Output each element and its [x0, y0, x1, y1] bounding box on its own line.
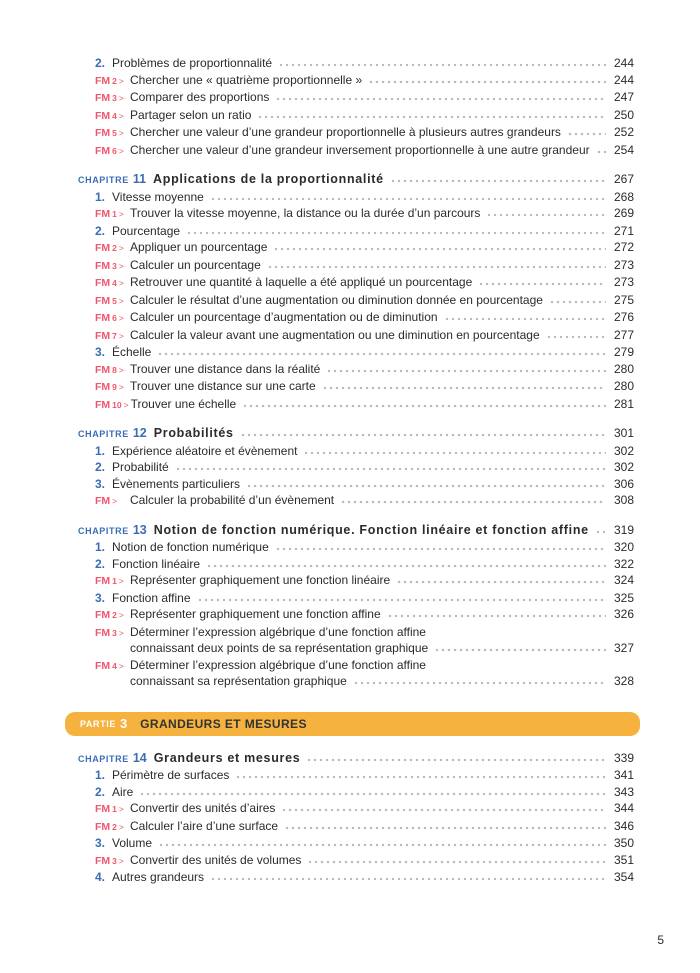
- fm-prefix: [95, 257, 128, 275]
- fm-prefix: [95, 800, 128, 818]
- entry-page-ref: 244: [613, 56, 634, 70]
- entry-page-ref: 277: [613, 327, 634, 342]
- toc-block: [78, 750, 634, 886]
- section-number: 3.: [95, 345, 106, 359]
- entry-label: Autres grandeurs: [112, 870, 205, 884]
- fm-arrow-icon: >: [118, 75, 124, 86]
- chapter-word: CHAPITRE: [78, 525, 129, 536]
- fm-arrow-icon: >: [118, 278, 124, 288]
- entry-label: Partager selon un ratio: [130, 107, 252, 122]
- dot-leader: [240, 433, 606, 437]
- fm-number: 8: [112, 364, 117, 375]
- fm-entry: [78, 89, 634, 107]
- fm-prefix: [95, 396, 129, 414]
- chapter-page-ref: 301: [613, 426, 634, 440]
- fm-number: 2: [112, 821, 117, 832]
- fm-tag: FM: [95, 312, 111, 324]
- fm-entry: [78, 72, 634, 90]
- section-number: 2.: [95, 784, 106, 799]
- fm-prefix: [95, 72, 128, 90]
- section-entry: [78, 556, 634, 573]
- fm-number: 2: [112, 75, 117, 86]
- entry-page-ref: 269: [613, 206, 634, 220]
- dot-leader: [267, 265, 606, 269]
- entry-label: Expérience aléatoire et évènement: [112, 443, 298, 458]
- fm-number: 1: [112, 209, 117, 219]
- fm-number: 3: [112, 855, 117, 866]
- fm-number: 9: [112, 382, 117, 392]
- chapter-word: CHAPITRE: [78, 175, 129, 185]
- chapter-heading: [78, 522, 634, 540]
- chapter-title: Notion de fonction numérique. Fonction linéaire et fonction affine: [153, 522, 589, 537]
- entry-label: Calculer un pourcentage d’augmentation ou de diminution: [130, 310, 438, 324]
- dot-leader: [186, 231, 606, 235]
- fm-arrow-icon: >: [118, 364, 124, 375]
- fm-tag: FM: [95, 398, 111, 411]
- entry-page-ref: 326: [613, 607, 634, 621]
- fm-tag: FM: [95, 277, 111, 289]
- dot-leader: [322, 386, 606, 390]
- dot-leader: [257, 115, 606, 119]
- entry-page-ref: 273: [613, 257, 634, 272]
- entry-page-ref: 281: [613, 396, 634, 411]
- fm-tag: FM: [95, 381, 111, 393]
- entry-label: Retrouver une quantité à laquelle a été appliqué un pourcentage: [130, 275, 473, 289]
- fm-arrow-icon: >: [118, 110, 124, 121]
- entry-label: Convertir des unités de volumes: [130, 852, 302, 867]
- chapter-page-ref: 319: [613, 522, 634, 537]
- fm-number: 5: [112, 128, 117, 138]
- fm-arrow-icon: >: [123, 399, 129, 410]
- entry-label: Chercher une valeur d’une grandeur inversement proportionnelle à une autre grandeur: [130, 142, 590, 157]
- entry-page-ref: 346: [613, 818, 634, 833]
- fm-arrow-icon: >: [118, 627, 124, 638]
- chapter-heading: [78, 425, 634, 443]
- entry-page-ref: 344: [613, 801, 634, 815]
- entry-page-ref: 322: [613, 556, 634, 571]
- section-number: 3.: [95, 590, 106, 605]
- section-entry: [78, 784, 634, 801]
- fm-number: 3: [112, 627, 117, 638]
- fm-prefix: [95, 142, 128, 160]
- entry-line-2: [130, 640, 634, 657]
- fm-arrow-icon: >: [118, 610, 124, 620]
- entry-label: Convertir des unités d’aires: [130, 801, 276, 815]
- fm-entry: [78, 396, 634, 414]
- fm-tag: FM: [95, 803, 111, 815]
- section-entry: [78, 476, 634, 493]
- fm-arrow-icon: >: [118, 382, 124, 392]
- section-number: 1.: [95, 443, 106, 458]
- section-entry: [78, 767, 634, 784]
- entry-page-ref: 350: [613, 836, 634, 850]
- entry-page-ref: 325: [613, 590, 634, 605]
- fm-prefix: [95, 624, 128, 642]
- section-number: 4.: [95, 870, 106, 884]
- entry-page-ref: 271: [613, 223, 634, 238]
- dot-leader: [273, 247, 606, 251]
- fm-number: 3: [112, 260, 117, 271]
- entry-label: Vitesse moyenne: [112, 189, 204, 204]
- fm-tag: FM: [95, 495, 111, 507]
- fm-prefix: [95, 572, 128, 590]
- fm-tag: FM: [95, 109, 111, 122]
- section-entry: [78, 590, 634, 607]
- entry-label: Calculer un pourcentage: [130, 257, 261, 272]
- fm-prefix: [95, 606, 128, 624]
- fm-tag: FM: [95, 329, 111, 342]
- fm-tag: FM: [95, 575, 111, 587]
- fm-arrow-icon: >: [118, 821, 124, 832]
- chapter-heading: [78, 750, 634, 768]
- dot-leader: [434, 648, 606, 652]
- entry-page-ref: 254: [613, 142, 634, 157]
- fm-prefix: [95, 292, 128, 310]
- fm-arrow-icon: >: [118, 313, 124, 323]
- fm-number: 1: [112, 576, 117, 586]
- section-entry: [78, 443, 634, 460]
- section-entry: [78, 223, 634, 240]
- fm-arrow-icon: >: [112, 496, 118, 506]
- fm-prefix: [95, 378, 128, 396]
- chapter-word: CHAPITRE: [78, 429, 129, 439]
- dot-leader: [444, 317, 606, 321]
- fm-prefix: [95, 818, 128, 836]
- entry-label: Pourcentage: [112, 223, 181, 238]
- fm-entry: [78, 361, 634, 379]
- dot-leader: [549, 300, 606, 304]
- dot-leader: [546, 335, 606, 339]
- dot-leader: [206, 564, 606, 568]
- fm-number: 1: [112, 804, 117, 814]
- entry-line-1: [130, 657, 634, 674]
- entry-label: Fonction affine: [112, 590, 191, 605]
- section-number: 2.: [95, 56, 106, 70]
- fm-prefix: [95, 274, 128, 292]
- fm-prefix: [95, 657, 128, 675]
- fm-prefix: [95, 852, 128, 870]
- section-entry: [78, 869, 634, 886]
- dot-leader: [303, 451, 606, 455]
- dot-leader: [278, 63, 606, 67]
- entry-label: Échelle: [112, 345, 152, 359]
- dot-leader: [326, 369, 606, 373]
- entry-label: Représenter graphiquement une fonction affine: [130, 607, 381, 621]
- section-number: 3.: [95, 476, 106, 491]
- fm-arrow-icon: >: [118, 804, 124, 814]
- dot-leader: [275, 97, 606, 101]
- chapter-title: Applications de la proportionnalité: [153, 172, 384, 186]
- entry-page-ref: 250: [613, 107, 634, 122]
- dot-leader: [197, 598, 607, 602]
- fm-number: 6: [112, 313, 117, 323]
- entry-page-ref: 280: [613, 361, 634, 376]
- section-entry: [78, 344, 634, 361]
- fm-arrow-icon: >: [118, 260, 124, 271]
- fm-entry: [78, 124, 634, 142]
- fm-arrow-icon: >: [118, 855, 124, 866]
- entry-page-ref: 276: [613, 310, 634, 324]
- entry-page-ref: 320: [613, 540, 634, 554]
- entry-page-ref: 328: [613, 674, 634, 688]
- dot-leader: [281, 808, 606, 812]
- page-number: 5: [657, 933, 664, 947]
- dot-leader: [157, 352, 606, 356]
- fm-prefix: [95, 89, 128, 107]
- entry-label: Problèmes de proportionnalité: [112, 56, 273, 70]
- entry-label: Notion de fonction numérique: [112, 540, 269, 554]
- fm-tag: FM: [95, 208, 111, 220]
- fm-entry: [78, 107, 634, 125]
- fm-entry: [78, 239, 634, 257]
- part-banner: [65, 712, 640, 736]
- entry-label: Représenter graphiquement une fonction linéaire: [130, 573, 391, 587]
- toc-block: [78, 171, 634, 413]
- dot-leader: [390, 179, 606, 183]
- fm-number: 6: [112, 145, 117, 156]
- entry-label: Appliquer un pourcentage: [130, 240, 268, 254]
- chapter-number: 11: [132, 172, 147, 186]
- entry-label: Évènements particuliers: [112, 476, 241, 491]
- entry-page-ref: 306: [613, 476, 634, 491]
- toc-page: [78, 55, 634, 886]
- chapter-heading: [78, 171, 634, 189]
- entry-label: Périmètre de surfaces: [112, 768, 230, 782]
- fm-arrow-icon: >: [118, 209, 124, 219]
- dot-leader: [306, 758, 606, 762]
- dot-leader: [595, 530, 606, 534]
- dot-leader: [486, 213, 606, 217]
- entry-page-ref: 247: [613, 90, 634, 104]
- fm-entry: [78, 205, 634, 223]
- fm-number: 7: [112, 330, 117, 341]
- entry-page-ref: 273: [613, 275, 634, 289]
- dot-leader: [368, 80, 606, 84]
- chapter-page-ref: 339: [613, 750, 634, 765]
- toc-block: [78, 425, 634, 510]
- toc-block: [78, 522, 634, 690]
- fm-entry: [78, 657, 634, 690]
- entry-page-ref: 302: [613, 443, 634, 458]
- dot-leader: [340, 500, 606, 504]
- fm-tag: FM: [95, 820, 111, 833]
- chapter-number: 13: [132, 522, 147, 537]
- entry-label: Trouver une distance dans la réalité: [130, 361, 321, 376]
- entry-page-ref: 324: [613, 573, 634, 587]
- fm-arrow-icon: >: [118, 576, 124, 586]
- entry-page-ref: 354: [613, 870, 634, 884]
- fm-entry: [78, 274, 634, 292]
- entry-line-1: [130, 624, 634, 641]
- fm-prefix: [95, 239, 128, 257]
- dot-leader: [478, 282, 606, 286]
- fm-tag: FM: [95, 659, 111, 672]
- fm-arrow-icon: >: [118, 330, 124, 341]
- entry-page-ref: 327: [613, 641, 634, 655]
- dot-leader: [307, 860, 606, 864]
- fm-tag: FM: [95, 92, 111, 104]
- dot-leader: [139, 792, 606, 796]
- entry-label: Volume: [112, 836, 153, 850]
- fm-tag: FM: [95, 363, 111, 376]
- entry-page-ref: 308: [613, 493, 634, 507]
- fm-arrow-icon: >: [118, 243, 124, 253]
- fm-tag: FM: [95, 294, 111, 307]
- dot-leader: [246, 484, 606, 488]
- entry-page-ref: 279: [613, 345, 634, 359]
- chapter-number: 14: [132, 750, 147, 765]
- entry-page-ref: 272: [613, 240, 634, 254]
- fm-entry: [78, 624, 634, 657]
- part-banner-label: PARTIE: [80, 718, 116, 729]
- dot-leader: [158, 843, 606, 847]
- entry-label: Calculer le résultat d’une augmentation ou diminution donnée en pourcentage: [130, 292, 543, 307]
- entry-label: Fonction linéaire: [112, 556, 201, 571]
- dot-leader: [387, 614, 606, 618]
- fm-number: 4: [112, 660, 117, 671]
- chapter-title: Probabilités: [153, 426, 234, 440]
- entry-line-2: [130, 673, 634, 690]
- dot-leader: [275, 547, 606, 551]
- dot-leader: [210, 197, 606, 201]
- dot-leader: [396, 580, 606, 584]
- section-entry: [78, 539, 634, 556]
- section-entry: [78, 55, 634, 72]
- fm-number: 2: [112, 610, 117, 620]
- fm-tag: FM: [95, 626, 111, 639]
- fm-arrow-icon: >: [118, 145, 124, 156]
- section-number: 1.: [95, 768, 106, 782]
- entry-label: Chercher une valeur d’une grandeur proportionnelle à plusieurs autres grandeurs: [130, 125, 561, 139]
- part-banner-title: GRANDEURS ET MESURES: [140, 716, 307, 731]
- entry-page-ref: 275: [613, 292, 634, 307]
- dot-leader: [235, 775, 606, 779]
- entry-page-ref: 252: [613, 125, 634, 139]
- dot-leader: [567, 132, 606, 136]
- fm-number: 4: [112, 278, 117, 288]
- entry-page-ref: 280: [613, 379, 634, 393]
- section-number: 2.: [95, 223, 106, 238]
- section-entry: [78, 835, 634, 852]
- fm-tag: FM: [95, 242, 111, 254]
- fm-prefix: [95, 492, 128, 510]
- entry-label: Déterminer l’expression algébrique d’une fonction affine: [130, 657, 426, 672]
- chapter-number: 12: [132, 426, 147, 440]
- fm-tag: FM: [95, 854, 111, 867]
- dot-leader: [175, 467, 606, 471]
- fm-prefix: [95, 205, 128, 223]
- entry-page-ref: 341: [613, 768, 634, 782]
- fm-tag: FM: [95, 144, 111, 157]
- chapter-word: CHAPITRE: [78, 753, 129, 764]
- section-number: 1.: [95, 540, 106, 554]
- section-number: 1.: [95, 189, 106, 204]
- entry-label: Aire: [112, 784, 134, 799]
- fm-number: 2: [112, 243, 117, 253]
- entry-label: Calculer la valeur avant une augmentation ou une diminution en pourcentage: [130, 327, 540, 342]
- fm-arrow-icon: >: [118, 93, 124, 103]
- fm-tag: FM: [95, 259, 111, 272]
- dot-leader: [284, 826, 606, 830]
- entry-page-ref: 343: [613, 784, 634, 799]
- fm-prefix: [95, 327, 128, 345]
- toc-block: [78, 55, 634, 159]
- entry-label: Trouver la vitesse moyenne, la distance ou la durée d’un parcours: [130, 206, 481, 220]
- toc-blocks-top: [78, 55, 634, 690]
- part-banner-number: 3: [119, 716, 128, 731]
- fm-entry: [78, 606, 634, 624]
- fm-entry: [78, 142, 634, 160]
- entry-label: Comparer des proportions: [130, 90, 270, 104]
- fm-prefix: [95, 309, 128, 327]
- fm-prefix: [95, 124, 128, 142]
- entry-page-ref: 244: [613, 72, 634, 87]
- fm-entry: [78, 572, 634, 590]
- fm-prefix: [95, 361, 128, 379]
- fm-number: 10: [112, 399, 122, 410]
- entry-label: Probabilité: [112, 460, 169, 474]
- fm-entry: [78, 327, 634, 345]
- entry-body: [130, 657, 634, 690]
- entry-label-continuation: connaissant sa représentation graphique: [130, 674, 347, 688]
- fm-arrow-icon: >: [118, 128, 124, 138]
- entry-label: Chercher une « quatrième proportionnelle »: [130, 72, 363, 87]
- entry-label: Calculer l’aire d’une surface: [130, 818, 279, 833]
- fm-tag: FM: [95, 74, 111, 87]
- fm-number: 4: [112, 110, 117, 121]
- entry-label: Trouver une distance sur une carte: [130, 379, 316, 393]
- chapter-title: Grandeurs et mesures: [153, 750, 301, 765]
- entry-label: Déterminer l’expression algébrique d’une fonction affine: [130, 624, 426, 639]
- fm-entry: [78, 818, 634, 836]
- entry-label: Trouver une échelle: [130, 396, 237, 411]
- dot-leader: [242, 404, 606, 408]
- entry-page-ref: 268: [613, 189, 634, 204]
- section-entry: [78, 189, 634, 206]
- toc-blocks-bottom: [78, 750, 634, 886]
- entry-body: [130, 624, 634, 657]
- fm-entry: [78, 309, 634, 327]
- fm-entry: [78, 800, 634, 818]
- section-number: 3.: [95, 836, 106, 850]
- fm-entry: [78, 257, 634, 275]
- section-number: 2.: [95, 460, 106, 474]
- fm-prefix: [95, 107, 128, 125]
- entry-label: Calculer la probabilité d’un évènement: [130, 493, 335, 507]
- dot-leader: [353, 681, 606, 685]
- fm-tag: FM: [95, 127, 111, 139]
- fm-entry: [78, 292, 634, 310]
- fm-entry: [78, 378, 634, 396]
- fm-tag: FM: [95, 609, 111, 621]
- chapter-page-ref: 267: [613, 172, 634, 186]
- fm-number: 5: [112, 295, 117, 306]
- fm-arrow-icon: >: [118, 660, 124, 671]
- entry-page-ref: 302: [613, 460, 634, 474]
- dot-leader: [596, 150, 606, 154]
- section-number: 2.: [95, 556, 106, 571]
- fm-entry: [78, 492, 634, 510]
- dot-leader: [210, 877, 606, 881]
- fm-entry: [78, 852, 634, 870]
- fm-arrow-icon: >: [118, 295, 124, 306]
- section-entry: [78, 459, 634, 476]
- entry-label-continuation: connaissant deux points de sa représentation graphique: [130, 641, 429, 655]
- entry-page-ref: 351: [613, 852, 634, 867]
- fm-number: 3: [112, 93, 117, 103]
